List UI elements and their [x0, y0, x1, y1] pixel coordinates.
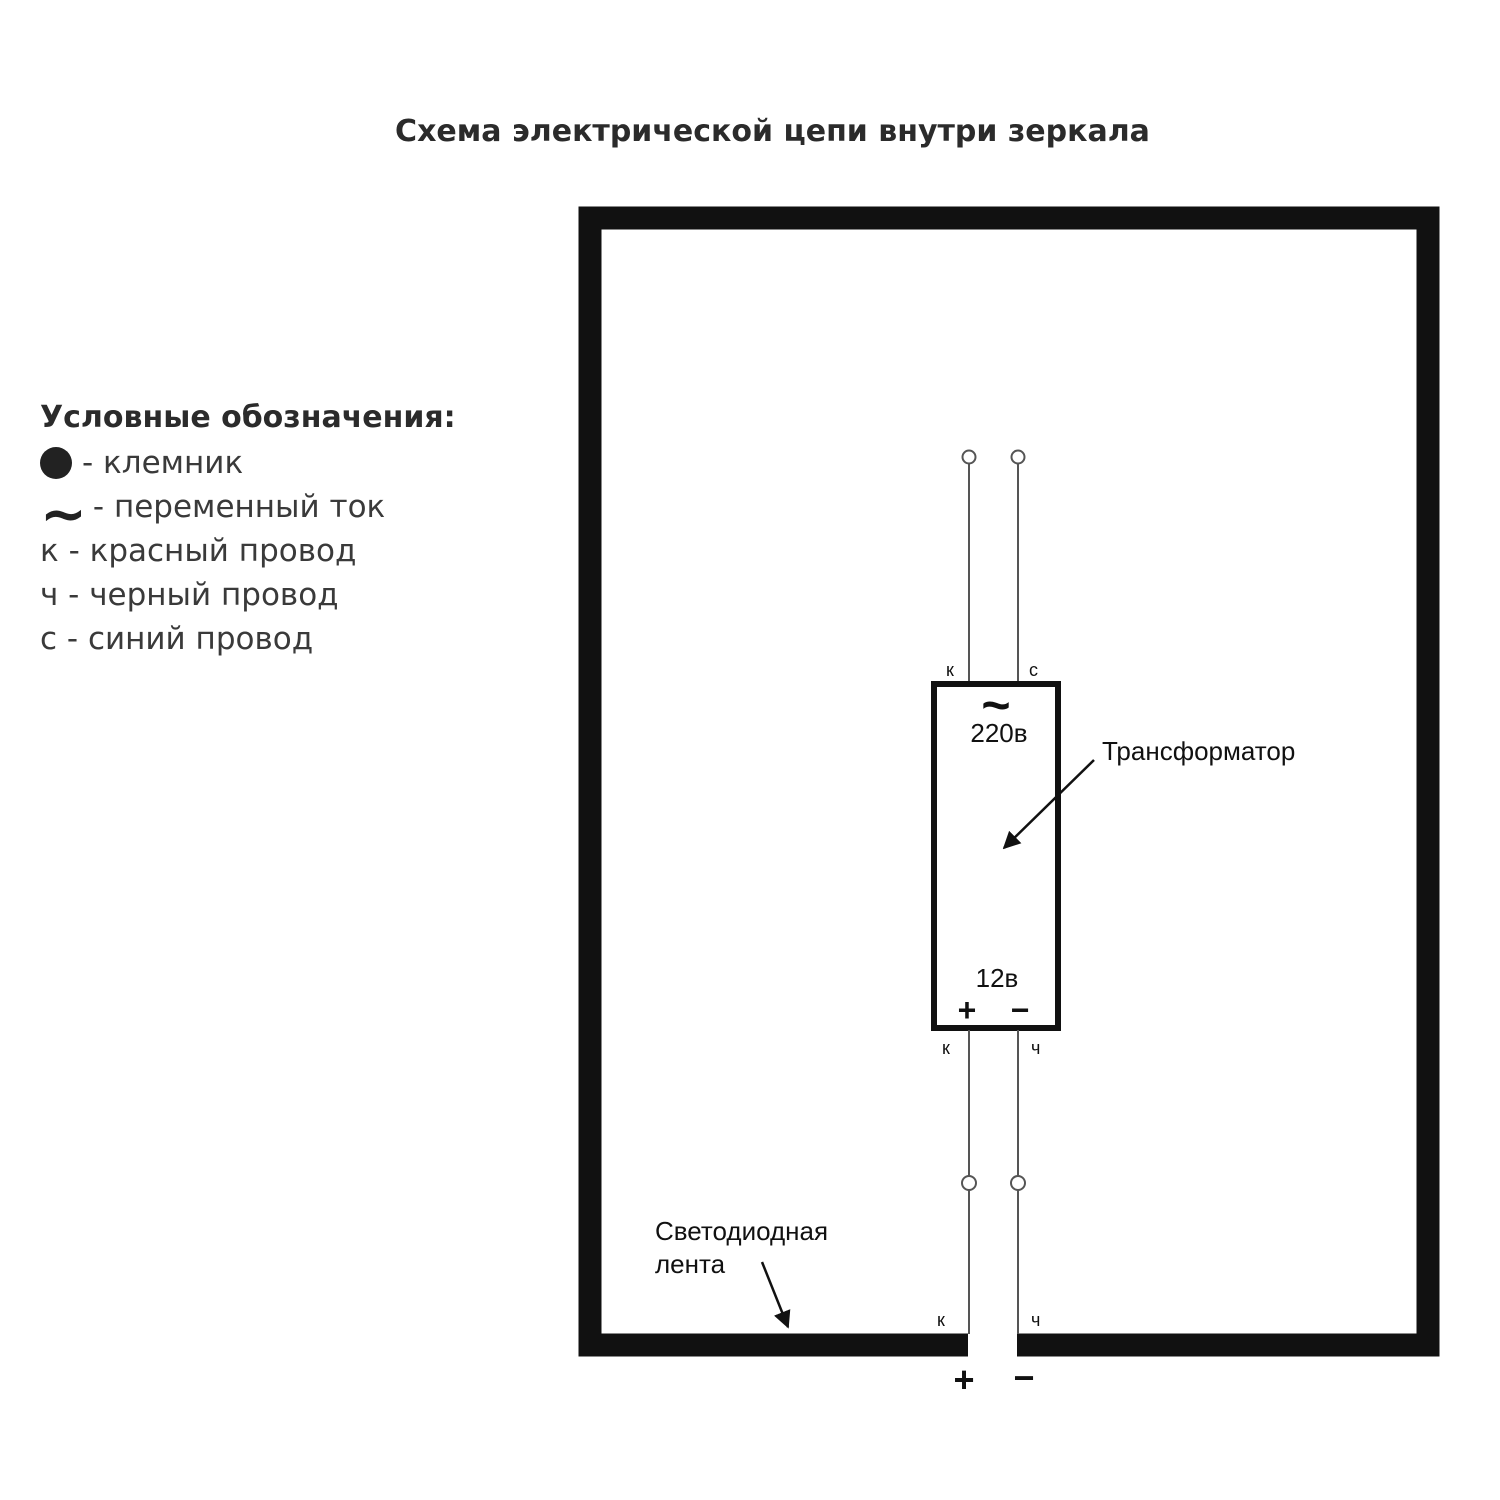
strip-terminal-left: [962, 1176, 976, 1190]
input-voltage-label: 220в: [970, 718, 1028, 748]
legend-item-text: - переменный ток: [92, 489, 386, 525]
ac-symbol-icon: ~: [981, 677, 1011, 733]
output-plus-sign: +: [957, 992, 977, 1028]
led-strip-label-line2: лента: [655, 1249, 726, 1279]
legend-item-text: - клемник: [82, 445, 244, 481]
strip-terminal-right: [1011, 1176, 1025, 1190]
input-terminal-right: [1012, 451, 1025, 464]
led-strip-arrow: [762, 1262, 788, 1327]
input-wire-label-left: к: [946, 660, 954, 680]
legend-item-text: с - синий провод: [40, 621, 314, 657]
strip-wire-label-right: ч: [1031, 1310, 1041, 1330]
terminal-plus-sign: +: [953, 1359, 975, 1400]
output-voltage-label: 12в: [975, 963, 1019, 993]
legend-item-text: ч - черный провод: [40, 577, 339, 613]
led-strip-label-line1: Светодиодная: [655, 1216, 829, 1246]
legend-item-text: к - красный провод: [40, 533, 357, 569]
output-wire-label-right: ч: [1031, 1038, 1041, 1058]
output-minus-sign: −: [1010, 992, 1030, 1028]
legend-heading: Условные обозначения:: [40, 400, 456, 435]
terminal-minus-sign: −: [1013, 1357, 1035, 1398]
page-title: Схема электрической цепи внутри зеркала: [395, 114, 1150, 149]
output-wire-label-left: к: [942, 1038, 950, 1058]
tilde-icon: ~: [40, 482, 87, 547]
input-terminal-left: [963, 451, 976, 464]
input-wire-label-right: с: [1029, 660, 1038, 680]
transformer-label: Трансформатор: [1102, 736, 1296, 766]
strip-wire-label-left: к: [937, 1310, 945, 1330]
